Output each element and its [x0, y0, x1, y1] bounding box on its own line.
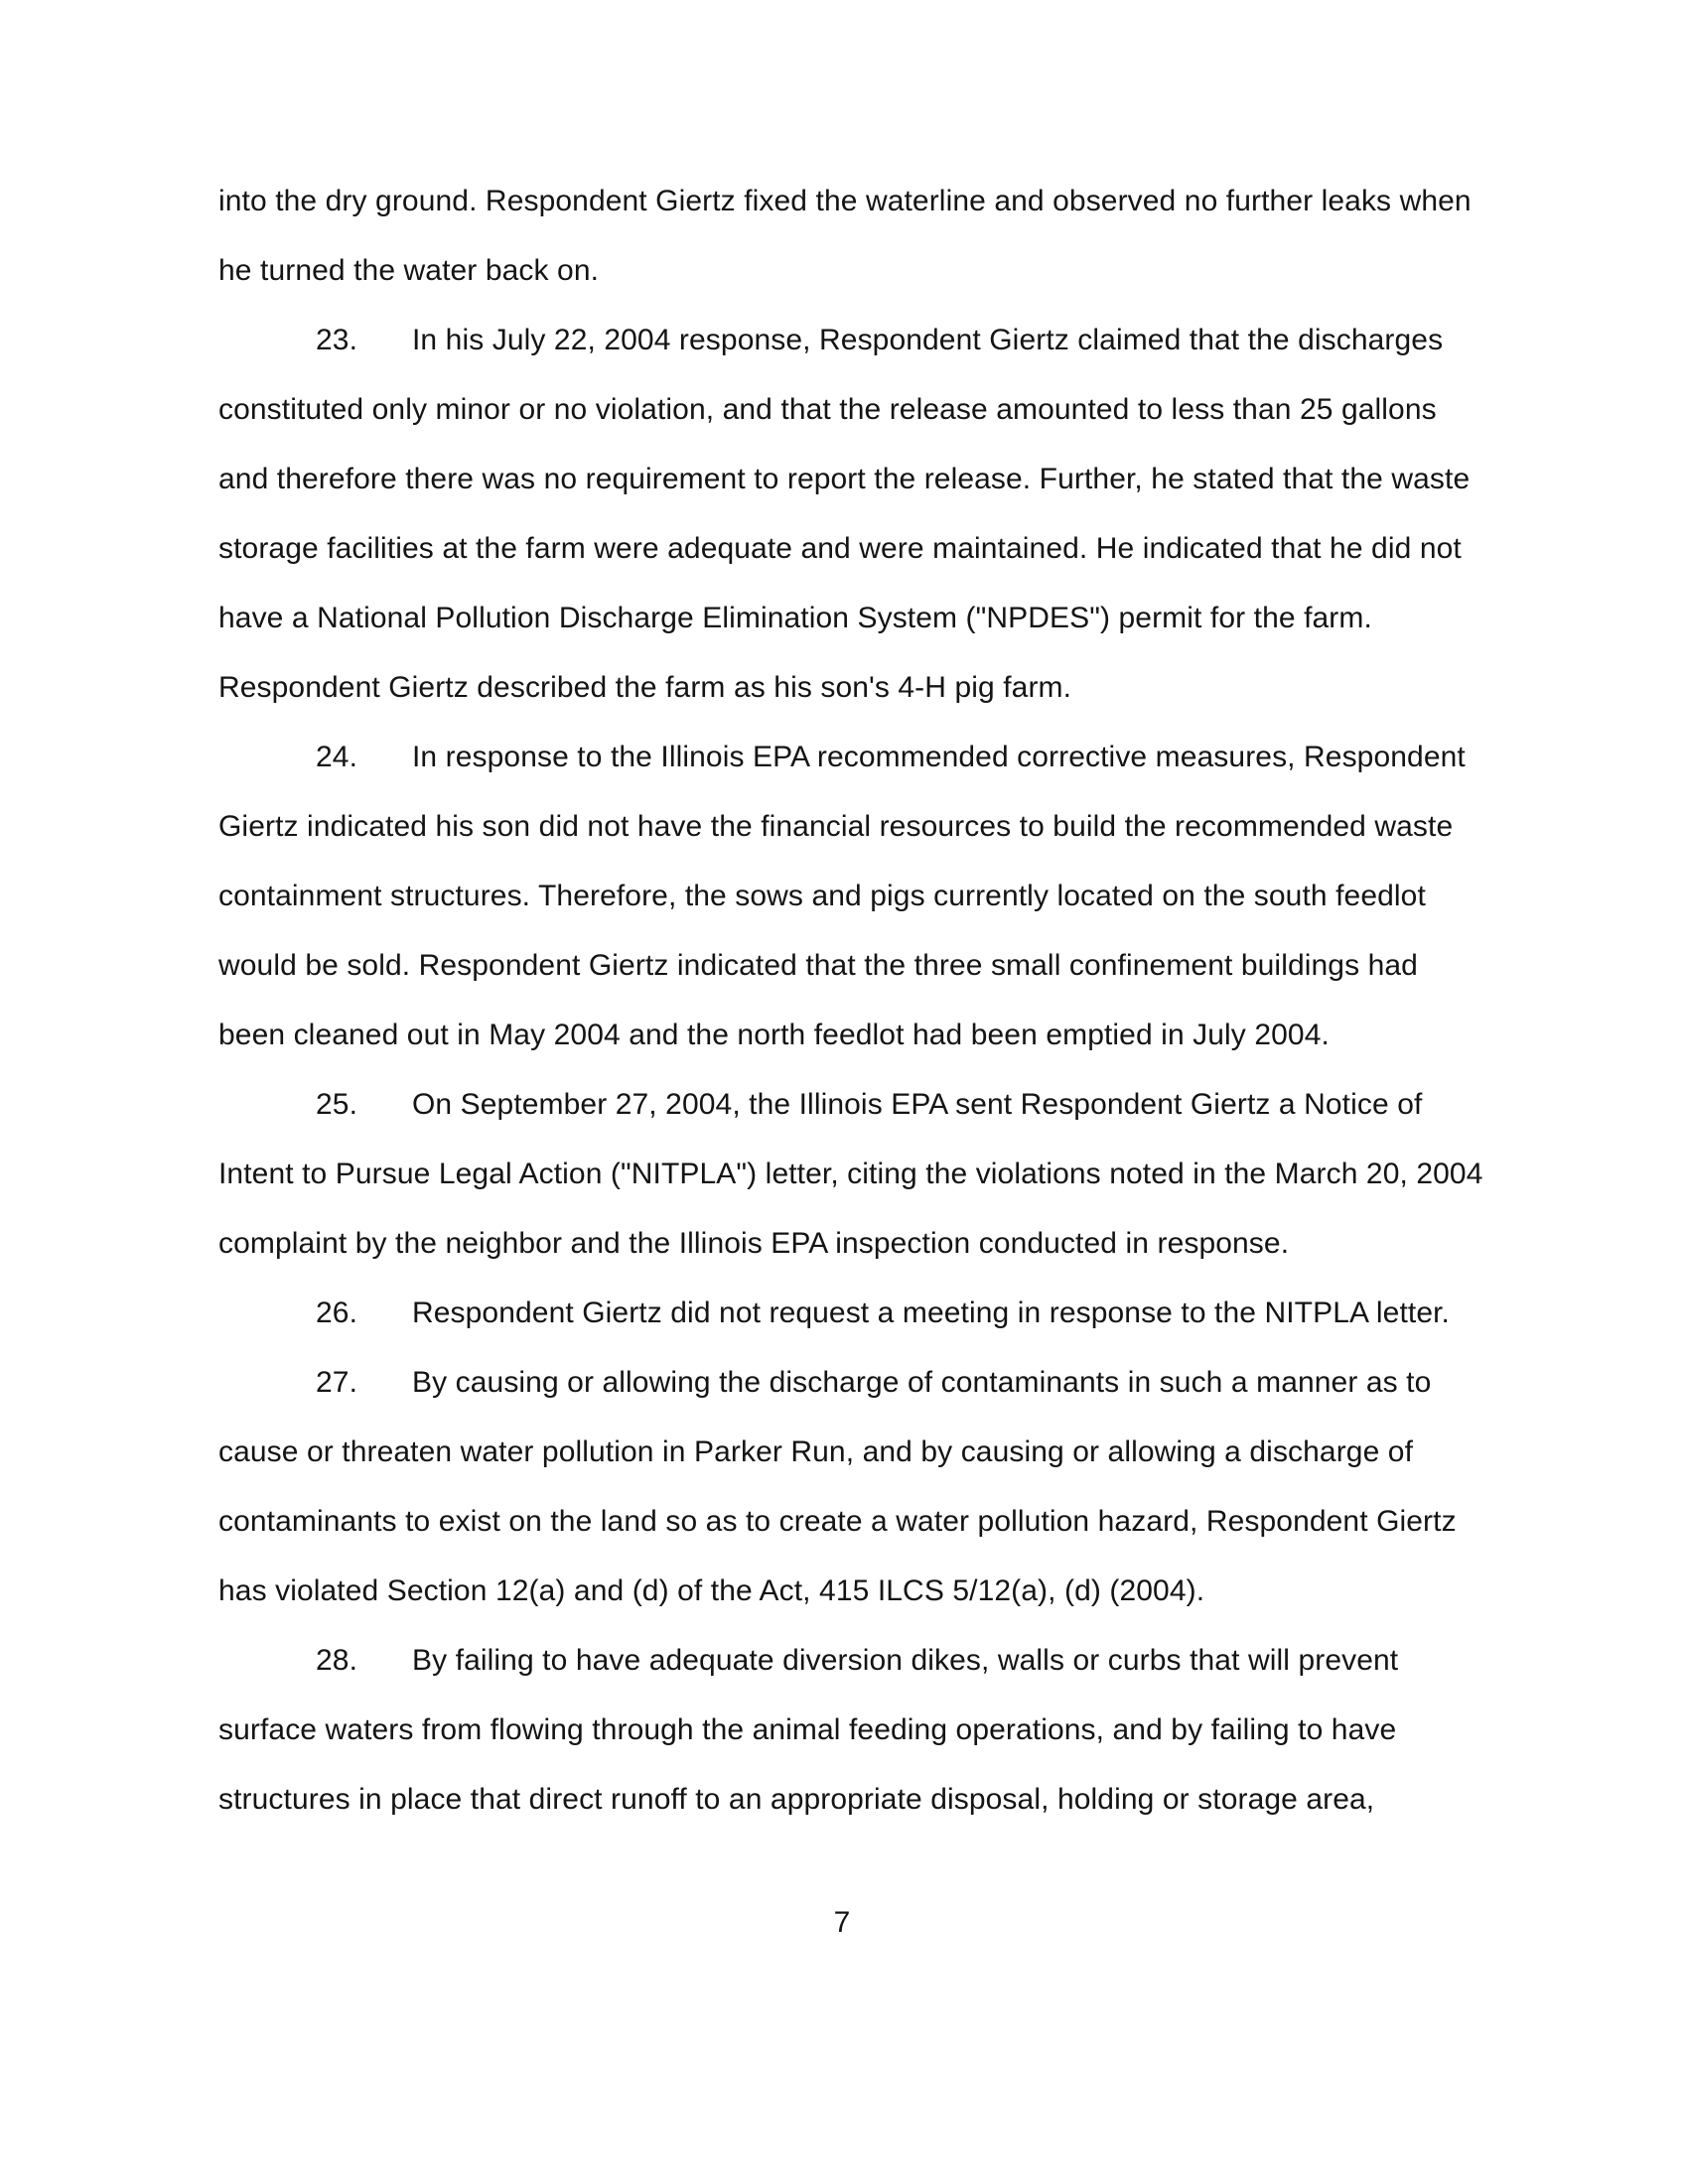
paragraph-24 [218, 723, 1489, 1070]
paragraph-number: 28. [316, 1644, 358, 1677]
paragraph-text: On September 27, 2004, the Illinois EPA sent Respondent Giertz a Notice of Intent to Pursue Legal Action ("NITPLA") letter, citing the violations noted in the March 20, 2004 complaint by the neighbor and the Illinois EPA inspection conducted in response. [218, 1088, 1483, 1260]
paragraph-text: In response to the Illinois EPA recommended corrective measures, Respondent Giertz indicated his son did not have the financial resources to build the recommended waste containment structures. Therefore, the sows and pigs currently located on the south feedlot would be sold. Respondent Giertz indicated that the three small confinement buildings had been cleaned out in May 2004 and the north feedlot had been emptied in July 2004. [218, 741, 1466, 1051]
paragraph-text: By failing to have adequate diversion dikes, walls or curbs that will prevent surface waters from flowing through the animal feeding operations, and by failing to have structures in place that direct runoff to an appropriate disposal, holding or storage area, [218, 1644, 1399, 1816]
paragraph-text: In his July 22, 2004 response, Respondent Giertz claimed that the discharges constituted only minor or no violation, and that the release amounted to less than 25 gallons and therefore there was no requirement to report the release. Further, he stated that the waste storage facilities at the farm were adequate and were maintained. He indicated that he did not have a National Pollution Discharge Elimination System ("NPDES") permit for the farm. Respondent Giertz described the farm as his son's 4-H pig farm. [218, 324, 1471, 704]
page-number: 7 [833, 1906, 851, 1939]
paragraph-text: Respondent Giertz did not request a meeting in response to the NITPLA letter. [412, 1297, 1450, 1329]
paragraph-number: 25. [316, 1088, 358, 1121]
paragraph-28 [218, 1626, 1489, 1835]
document-body [218, 167, 1489, 1835]
paragraph-25 [218, 1070, 1489, 1279]
paragraph-number: 24. [316, 741, 358, 773]
paragraph-number: 26. [316, 1297, 358, 1329]
continuation-paragraph: into the dry ground. Respondent Giertz fixed the waterline and observed no further leaks when he turned the water back on. [218, 185, 1472, 287]
paragraph-26 [218, 1279, 1489, 1348]
paragraph-27 [218, 1348, 1489, 1626]
paragraph-23 [218, 306, 1489, 723]
paragraph-number: 23. [316, 324, 358, 356]
paragraph-number: 27. [316, 1366, 358, 1399]
paragraph-text: By causing or allowing the discharge of contaminants in such a manner as to cause or threaten water pollution in Parker Run, and by causing or allowing a discharge of contaminants to exist on the land so as to create a water pollution hazard, Respondent Giertz has violated Section 12(a) and (d) of the Act, 415 ILCS 5/12(a), (d) (2004). [218, 1366, 1457, 1607]
